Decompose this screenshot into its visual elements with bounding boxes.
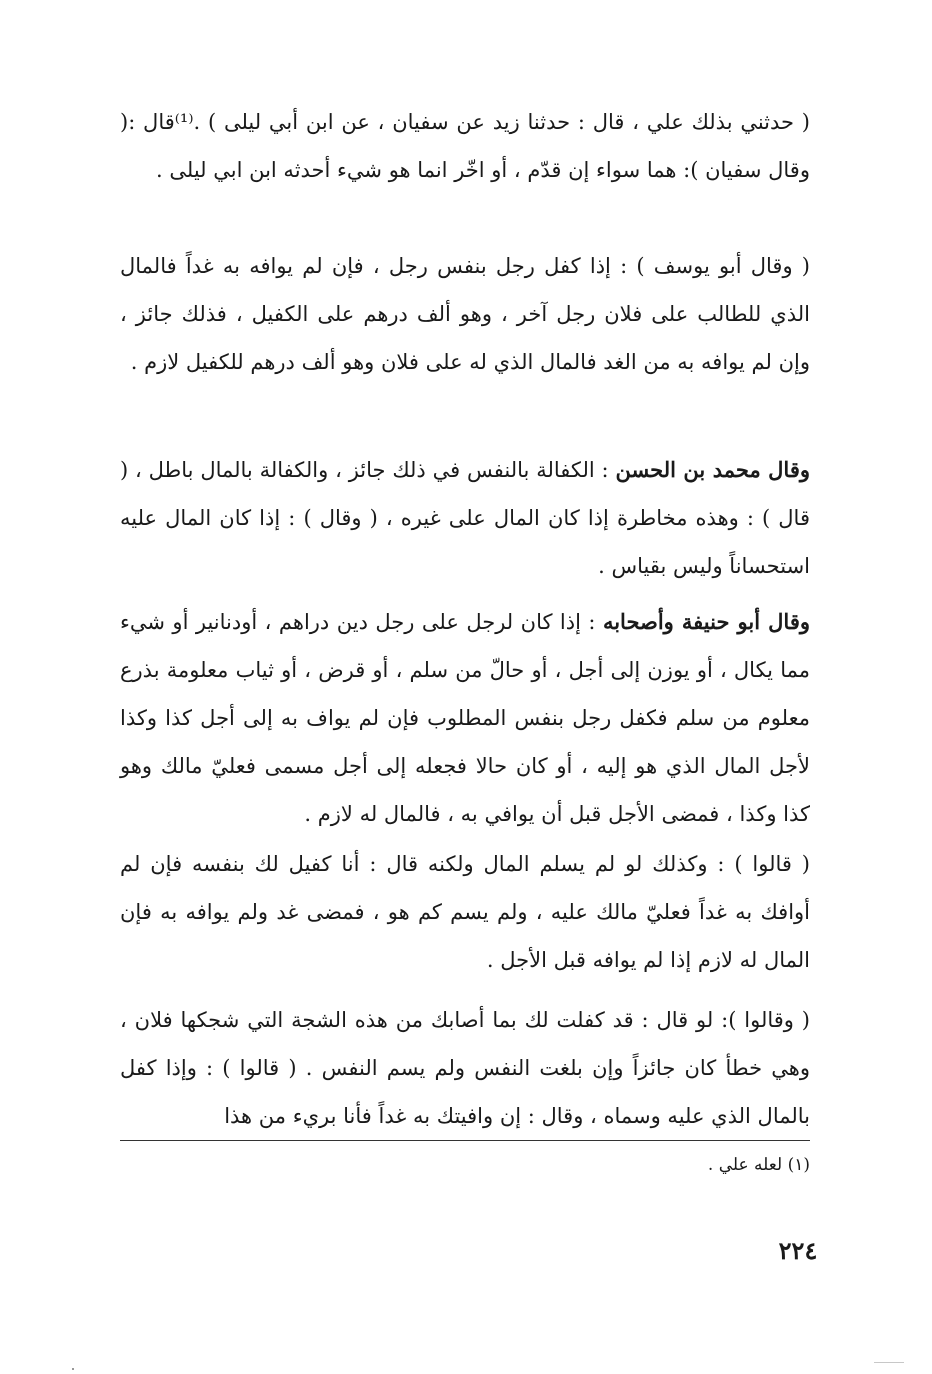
paragraph-2 (120, 242, 810, 386)
paragraph-5-text: ( قالوا ) : وكذلك لو لم يسلم المال ولكنه قال : أنا كفيل لك بنفسه فإن لم أوافك به غداً فعليّ مالك عليه ، ولم يسم كم هو ، فمضى غد ولم يوافه به فإن المال له لازم إذا لم يوافه قبل الأجل . (120, 852, 810, 972)
scan-mark (874, 1362, 904, 1363)
paragraph-5 (120, 840, 810, 984)
paragraph-3-lead: وقال محمد بن الحسن (615, 457, 811, 482)
footnote: (١) لعله علي . (707, 1155, 810, 1175)
paragraph-1-text: ( حدثني بذلك علي ، قال : حدثنا زيد عن سفيان ، عن ابن أبي ليلى ) .⁽¹⁾قال :( وقال سفيان ): هما سواء إن قدّم ، أو اخّر انما هو شيء أحدثه ابن ابي ليلى . (120, 110, 810, 182)
paragraph-2-text: ( وقال أبو يوسف ) : إذا كفل رجل بنفس رجل ، فإن لم يوافه به غداً فالمال الذي للطالب على فلان رجل آخر ، وهو ألف درهم على الكفيل ، فذلك جائز ، وإن لم يوافه به من الغد فالمال الذي له على فلان وهو ألف درهم للكفيل لازم . (120, 254, 810, 374)
paragraph-4-lead: وقال أبو حنيفة وأصحابه (602, 609, 811, 634)
footnote-divider (120, 1140, 810, 1141)
paragraph-6 (120, 996, 810, 1140)
paragraph-3 (120, 446, 810, 590)
scan-speck (72, 1368, 74, 1370)
paragraph-6-text: ( وقالوا ): لو قال : قد كفلت لك بما أصابك من هذه الشجة التي شجكها فلان ، وهي خطأ كان جائزاً وإن بلغت النفس ولم يسم النفس . ( قالوا ) : وإذا كفل بالمال الذي عليه وسماه ، وقال : إن وافيتك به غداً فأنا بريء من هذا (120, 1008, 810, 1128)
paragraph-4-text: : إذا كان لرجل على رجل دين دراهم ، أودنانير أو شيء مما يكال ، أو يوزن إلى أجل ، أو حالّ من سلم ، أو قرض ، أو ثياب معلومة بذرع معلوم من سلم فكفل رجل بنفس المطلوب فإن لم يواف به إلى أجل كذا وكذا لأجل المال الذي هو إليه ، أو كان حالا فجعله إلى أجل مسمى فعليّ مالك وهو كذا وكذا ، فمضى الأجل قبل أن يوافي به ، فالمال له لازم . (120, 610, 810, 826)
page-number: ٢٢٤ (778, 1236, 818, 1265)
paragraph-1 (120, 98, 810, 194)
paragraph-4 (120, 598, 810, 838)
paragraph-3-text: : الكفالة بالنفس في ذلك جائز ، والكفالة بالمال باطل ، ( قال ) : وهذه مخاطرة إذا كان المال على غيره ، ( وقال ) : إذا كان المال عليه استحساناً وليس بقياس . (120, 458, 810, 578)
